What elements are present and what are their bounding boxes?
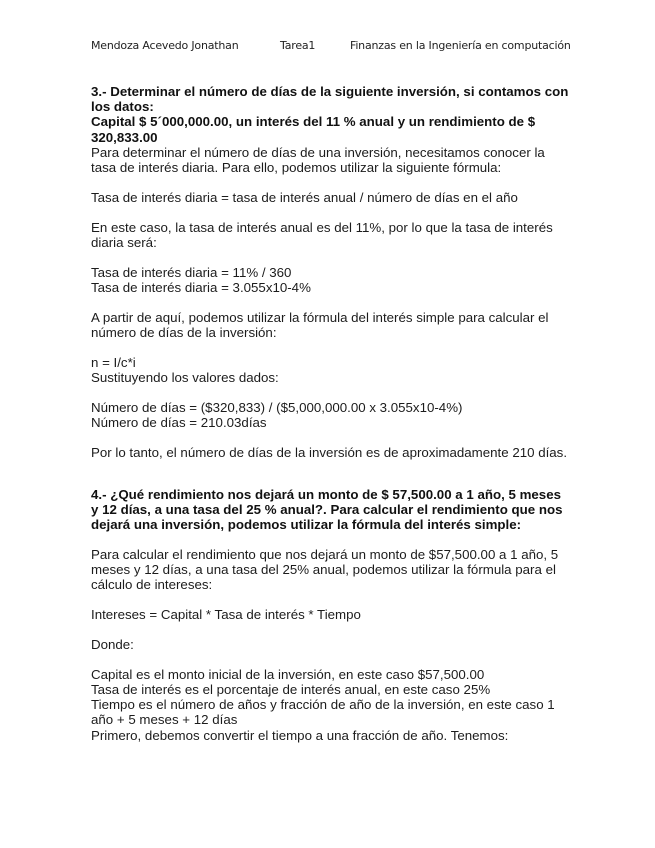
section3-formula-2: n = I/c*i — [91, 354, 136, 370]
section3-paragraph-2: En este caso, la tasa de interés anual es del 11%, por lo que la tasa de interés diaria será: — [91, 219, 553, 250]
section3-formula-1: Tasa de interés diaria = tasa de interés anual / número de días en el año — [91, 189, 518, 205]
section3-question: 3.- Determinar el número de días de la siguiente inversión, si contamos con los datos: — [91, 84, 569, 115]
section4-definition-1: Capital es el monto inicial de la inversión, en este caso $57,500.00 — [91, 666, 485, 682]
section3-paragraph-1: Para determinar el número de días de una inversión, necesitamos conocer la tasa de interés diaria. Para ello, podemos utilizar la siguiente fórmula: — [91, 144, 545, 176]
section4-formula: Intereses = Capital * Tasa de interés * Tiempo — [91, 607, 361, 623]
section3-calc-2: Tasa de interés diaria = 3.055x10-4% — [91, 279, 311, 295]
section4-definition-3: Tiempo es el número de años y fracción de año de la inversión, en este caso 1 año + 5 meses + 12 días — [91, 697, 555, 728]
section3-calc-4: Número de días = 210.03días — [91, 414, 267, 430]
section4-question: 4.- ¿Qué rendimiento nos dejará un monto de $ 57,500.00 a 1 año, 5 meses y 12 días, a una tasa del 25 % anual?. Para calcular el rendimiento que nos dejará una inversión, podemos utilizar la fórmula del interés simple: — [91, 486, 563, 533]
document-body — [91, 84, 571, 743]
section4-definition-2: Tasa de interés es el porcentaje de interés anual, en este caso 25% — [91, 682, 491, 698]
header-author: Mendoza Acevedo Jonathan — [91, 39, 239, 52]
header-course: Finanzas en la Ingeniería en computación — [350, 39, 571, 52]
section3-paragraph-3: A partir de aquí, podemos utilizar la fórmula del interés simple para calcular el número de días de la inversión: — [91, 309, 549, 340]
section3-conclusion: Por lo tanto, el número de días de la inversión es de aproximadamente 210 días. — [91, 444, 568, 460]
section3-paragraph-4: Sustituyendo los valores dados: — [91, 369, 279, 385]
header-task: Tarea1 — [280, 39, 316, 52]
section4-paragraph-2: Primero, debemos convertir el tiempo a una fracción de año. Tenemos: — [91, 727, 509, 743]
section3-calc-1: Tasa de interés diaria = 11% / 360 — [91, 264, 292, 280]
page-header — [91, 39, 595, 55]
section4-paragraph-1: Para calcular el rendimiento que nos dejará un monto de $57,500.00 a 1 año, 5 meses y 12 días, a una tasa del 25% anual, podemos utilizar la fórmula para el cálculo de intereses: — [91, 547, 559, 593]
section3-calc-3: Número de días = ($320,833) / ($5,000,000.00 x 3.055x10-4%) — [91, 399, 463, 415]
section4-donde: Donde: — [91, 637, 134, 653]
section3-data: Capital $ 5´000,000.00, un interés del 11 % anual y un rendimiento de $ 320,833.00 — [91, 114, 536, 145]
